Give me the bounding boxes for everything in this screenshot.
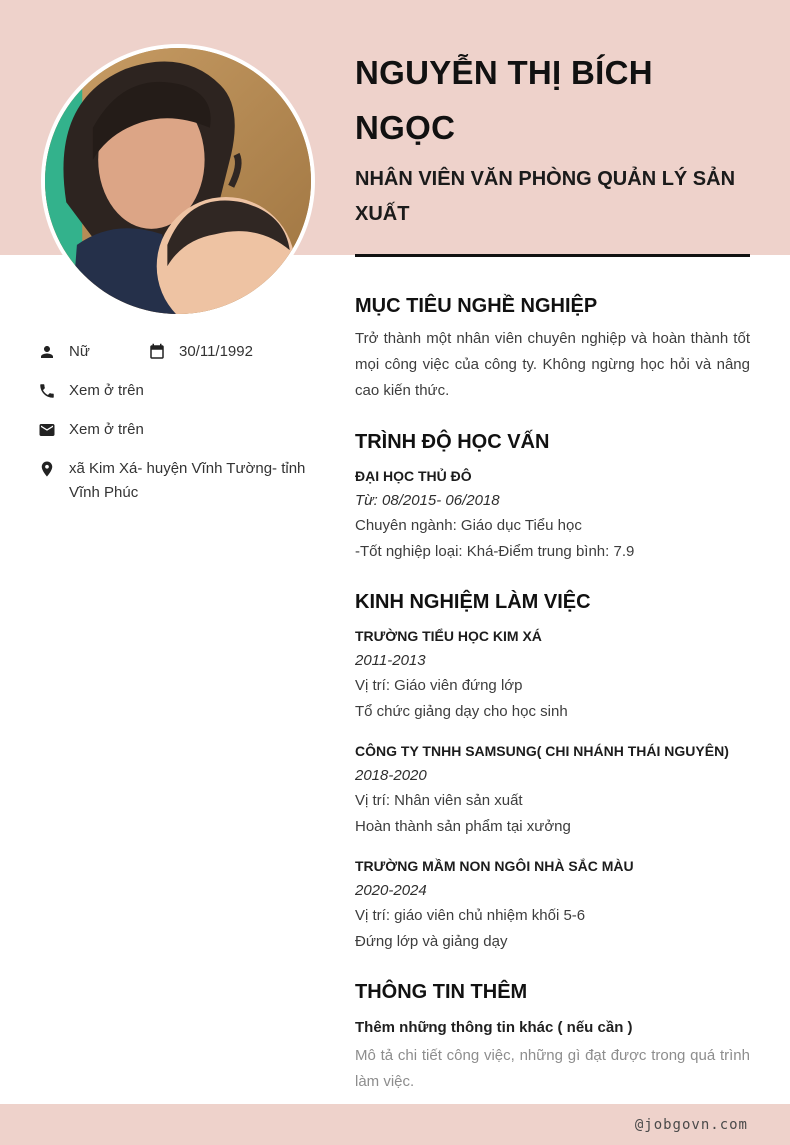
experience-period: 2020-2024 xyxy=(355,882,427,899)
experience-position: Vị trí: Giáo viên đứng lớp xyxy=(355,677,523,694)
education-period: Từ: 08/2015- 06/2018 xyxy=(355,492,500,509)
experience-period: 2011-2013 xyxy=(355,652,426,669)
education-school: ĐẠI HỌC THỦ ĐÔ xyxy=(355,468,472,484)
experience-period: 2018-2020 xyxy=(355,767,427,784)
person-icon xyxy=(38,343,56,361)
info-row-email xyxy=(38,418,328,442)
education-grade: -Tốt nghiệp loại: Khá-Điểm trung bình: 7.9 xyxy=(355,542,635,560)
contact-info-list xyxy=(38,340,328,520)
address-value: xã Kim Xá- huyện Vĩnh Tường- tỉnh Vĩnh Phúc xyxy=(69,460,306,501)
footer-band xyxy=(0,1104,790,1145)
gender-value: Nữ xyxy=(69,343,90,360)
section-heading-objective: MỤC TIÊU NGHỀ NGHIỆP xyxy=(355,295,598,317)
additional-placeholder: Mô tả chi tiết công việc, những gì đạt được trong quá trình làm việc. xyxy=(355,1047,750,1090)
profile-photo xyxy=(41,44,315,318)
experience-entry xyxy=(355,741,750,839)
phone-icon xyxy=(38,382,56,400)
experience-position: Vị trí: Nhân viên sản xuất xyxy=(355,792,523,809)
phone-value: Xem ở trên xyxy=(69,382,144,399)
objective-text: Trở thành một nhân viên chuyên nghiệp và hoàn thành tốt mọi công việc của công ty. Không ngừng học hỏi và nâng cao kiến thức. xyxy=(355,330,750,399)
location-pin-icon xyxy=(38,460,56,478)
experience-description: Hoàn thành sản phẩm tại xưởng xyxy=(355,817,571,835)
education-entry xyxy=(355,466,750,564)
info-row-address xyxy=(38,457,328,505)
profile-photo-placeholder xyxy=(45,48,311,314)
watermark-handle: @jobgovn.com xyxy=(634,1116,748,1133)
gender-field xyxy=(38,340,148,364)
experience-entry xyxy=(355,626,750,724)
education-major: Chuyên ngành: Giáo dục Tiểu học xyxy=(355,517,582,534)
calendar-icon xyxy=(148,343,166,361)
birthdate-value: 30/11/1992 xyxy=(179,343,253,360)
birthdate-field xyxy=(148,340,253,364)
main-column xyxy=(355,0,750,1095)
experience-company: TRƯỜNG TIỂU HỌC KIM XÁ xyxy=(355,628,542,644)
experience-position: Vị trí: giáo viên chủ nhiệm khối 5-6 xyxy=(355,907,586,924)
experience-company: TRƯỜNG MẦM NON NGÔI NHÀ SẮC MÀU xyxy=(355,858,634,874)
info-row-phone xyxy=(38,379,328,403)
envelope-icon xyxy=(38,421,56,439)
job-title: NHÂN VIÊN VĂN PHÒNG QUẢN LÝ SẢN XUẤT xyxy=(355,168,736,225)
experience-company: CÔNG TY TNHH SAMSUNG( CHI NHÁNH THÁI NGUYÊN) xyxy=(355,743,729,759)
experience-description: Đứng lớp và giảng dạy xyxy=(355,932,508,950)
section-heading-additional: THÔNG TIN THÊM xyxy=(355,981,528,1003)
email-value: Xem ở trên xyxy=(69,421,144,438)
section-heading-education: TRÌNH ĐỘ HỌC VẤN xyxy=(355,431,550,453)
info-row-gender-birthdate xyxy=(38,340,328,364)
experience-description: Tổ chức giảng dạy cho học sinh xyxy=(355,702,568,720)
divider-rule xyxy=(355,254,750,257)
additional-note: Thêm những thông tin khác ( nếu cần ) xyxy=(355,1019,633,1036)
candidate-name: NGUYỄN THỊ BÍCH NGỌC xyxy=(355,54,653,146)
section-heading-experience: KINH NGHIỆM LÀM VIỆC xyxy=(355,591,591,613)
experience-entry xyxy=(355,856,750,954)
